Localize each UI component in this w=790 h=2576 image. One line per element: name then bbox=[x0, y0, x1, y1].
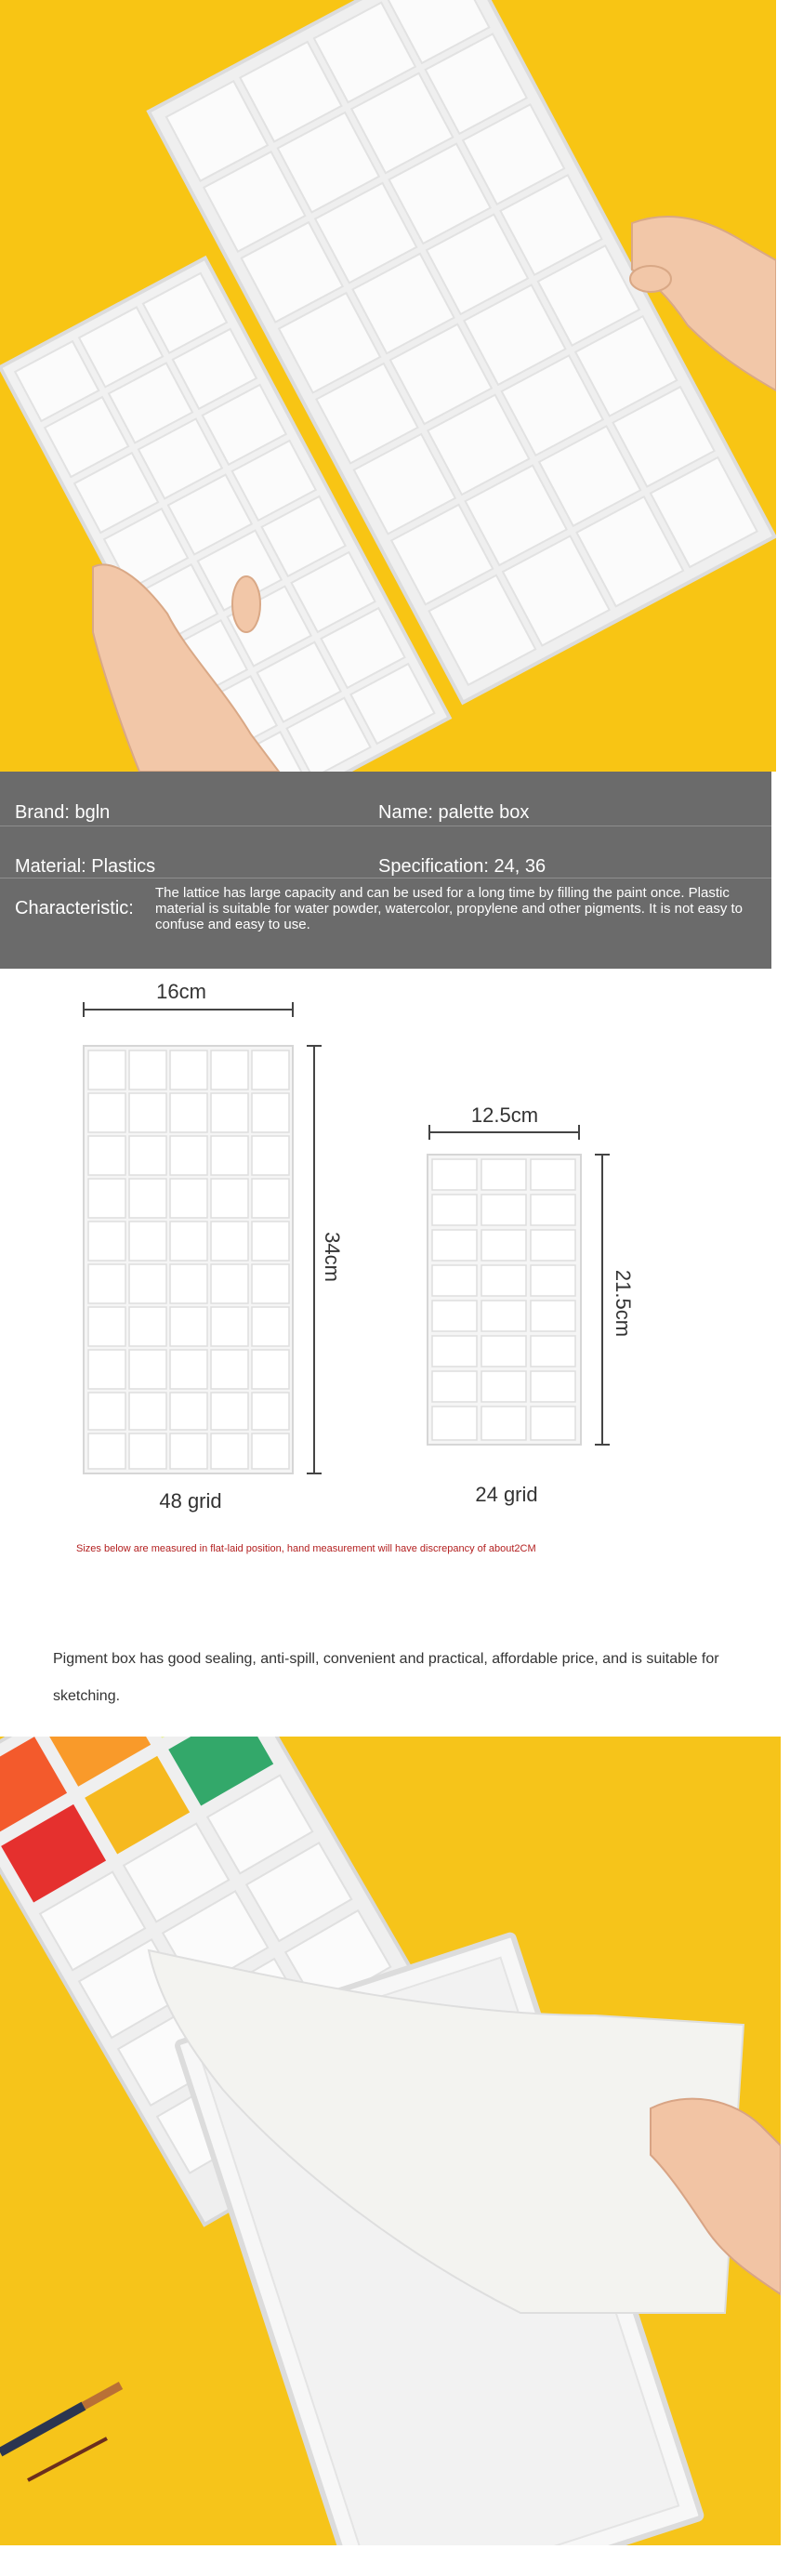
spec-brand: Brand: bgln bbox=[15, 802, 111, 823]
large-grid-label: 48 grid bbox=[159, 1489, 222, 1513]
spec-table bbox=[0, 772, 771, 969]
product-photo-palettes bbox=[0, 0, 776, 772]
large-height-label: 34cm bbox=[321, 1232, 344, 1282]
large-width-label: 16cm bbox=[156, 980, 206, 1003]
spec-material: Material: Plastics bbox=[15, 856, 156, 877]
small-height-label: 21.5cm bbox=[612, 1269, 635, 1338]
small-width-label: 12.5cm bbox=[470, 1103, 539, 1127]
small-palette-diagram bbox=[428, 1155, 581, 1445]
measurement-note: Sizes below are measured in flat-laid position, hand measurement will have discrepancy of about2CM bbox=[76, 1543, 536, 1554]
spec-name: Name: palette box bbox=[378, 802, 530, 823]
large-palette-diagram bbox=[84, 1046, 293, 1473]
spec-characteristic-text: The lattice has large capacity and can be used for a long time by filling the paint once. Plastic material is suitable for water powder, watercolor, propylene and other pigments. It is not easy to confuse and easy to use. bbox=[155, 885, 743, 932]
spec-specification: Specification: 24, 36 bbox=[378, 856, 546, 877]
spec-row bbox=[0, 878, 771, 969]
dimension-diagram bbox=[0, 969, 790, 1564]
spec-characteristic-label: Characteristic: bbox=[15, 898, 134, 918]
spec-row bbox=[0, 826, 771, 878]
spec-row bbox=[0, 772, 771, 826]
product-photo-sponge bbox=[0, 1737, 781, 2545]
product-description: Pigment box has good sealing, anti-spill, convenient and practical, affordable price, and is suitable for sketching. bbox=[53, 1651, 719, 1704]
small-grid-label: 24 grid bbox=[475, 1483, 538, 1506]
